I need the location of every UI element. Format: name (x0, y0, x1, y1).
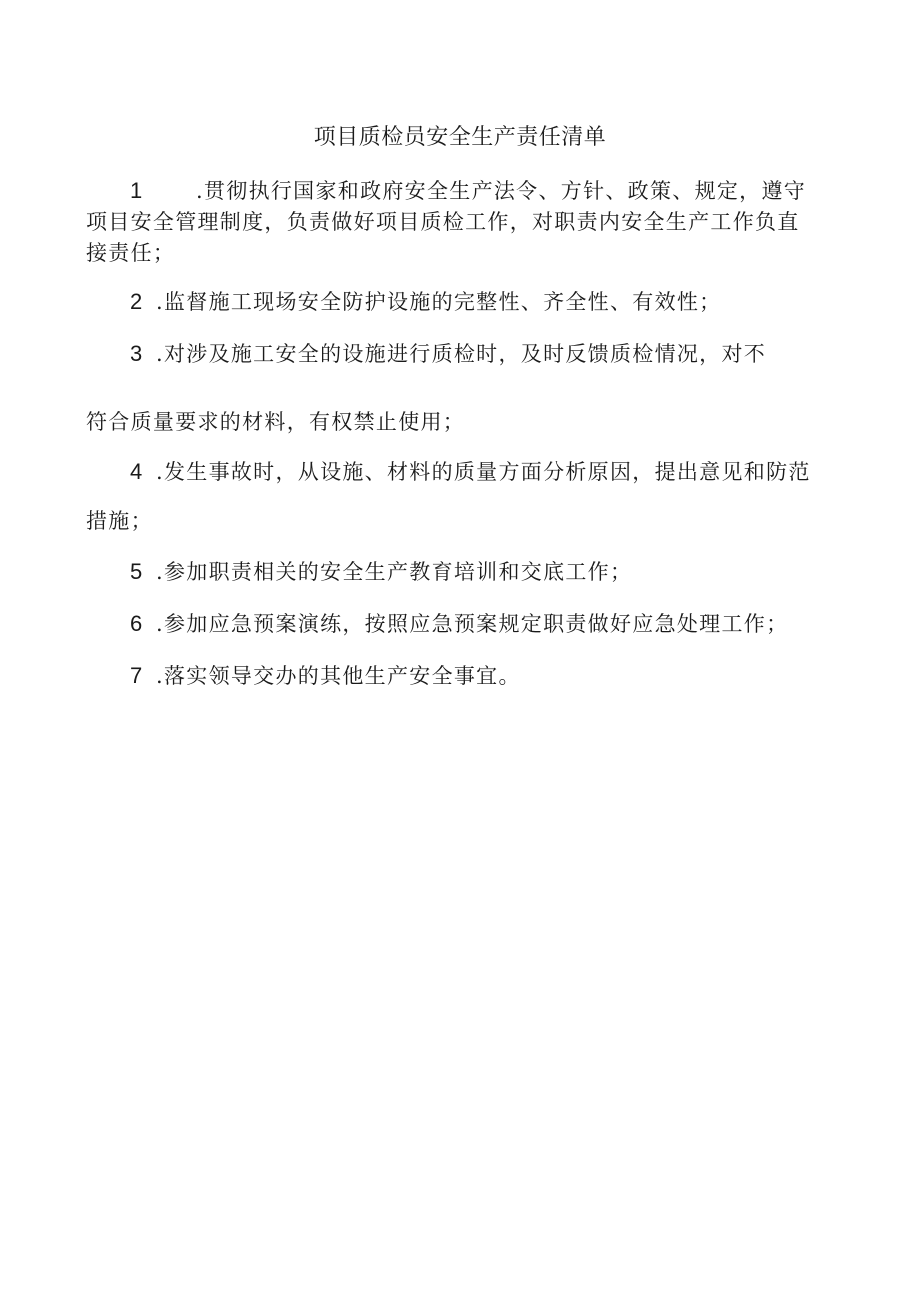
item-7-line-1 (130, 661, 521, 691)
item-text: .监督施工现场安全防护设施的完整性、齐全性、有效性； (156, 290, 722, 314)
item-3-line-1 (130, 339, 766, 369)
item-number: 6 (130, 611, 144, 636)
item-number: 5 (130, 559, 144, 584)
item-text: .落实领导交办的其他生产安全事宜。 (156, 664, 521, 688)
item-3-line-2: 符合质量要求的材料，有权禁止使用； (86, 410, 466, 434)
item-5-line-1 (130, 557, 632, 587)
document-title: 项目质检员安全生产责任清单 (313, 125, 607, 150)
item-text: .对涉及施工安全的设施进行质检时，及时反馈质检情况，对不 (156, 342, 767, 366)
item-text: .贯彻执行国家和政府安全生产法令、方针、政策、规定，遵守 (196, 179, 807, 203)
item-2-line-1 (130, 287, 721, 317)
item-1-line-3: 接责任； (86, 241, 176, 265)
item-1-line-1 (130, 176, 806, 206)
item-6-line-1 (130, 609, 788, 639)
item-text: .参加职责相关的安全生产教育培训和交底工作； (156, 560, 633, 584)
item-text: .参加应急预案演练，按照应急预案规定职责做好应急处理工作； (156, 612, 789, 636)
item-1-line-2: 项目安全管理制度，负责做好项目质检工作，对职责内安全生产工作负直 (86, 210, 800, 234)
item-number: 1 (130, 178, 144, 203)
item-4-line-2: 措施； (86, 509, 153, 533)
item-number: 7 (130, 663, 144, 688)
item-text: .发生事故时，从设施、材料的质量方面分析原因，提出意见和防范 (156, 460, 811, 484)
item-number: 3 (130, 341, 144, 366)
item-number: 4 (130, 459, 144, 484)
item-4-line-1 (130, 457, 811, 487)
item-number: 2 (130, 289, 144, 314)
